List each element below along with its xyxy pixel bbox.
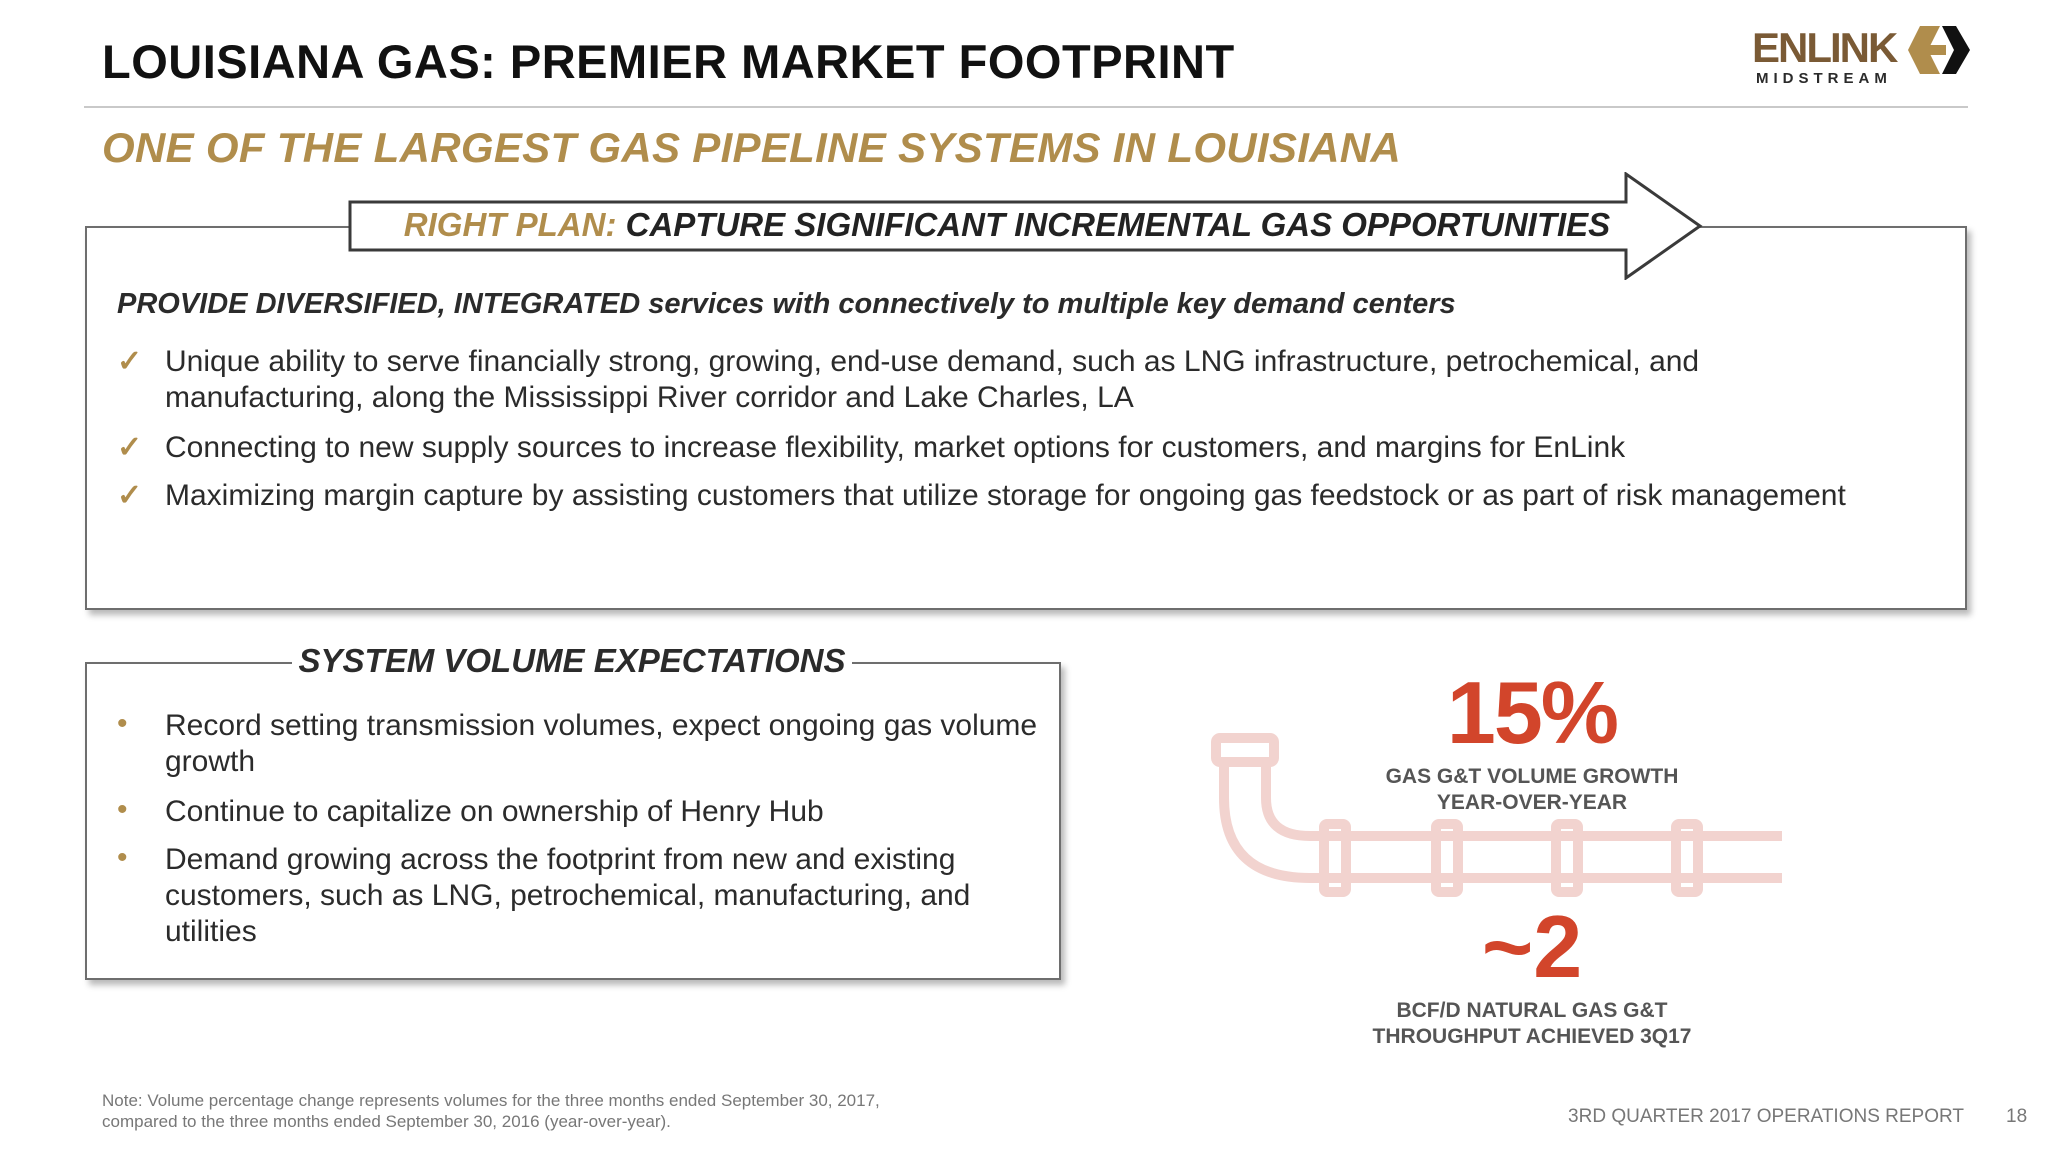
label-line: BCF/D NATURAL GAS G&T xyxy=(1396,999,1668,1022)
plan-item-text: Connecting to new supply sources to increase flexibility, market options for customers, and margins for EnLink xyxy=(165,431,1626,464)
bullet-icon: • xyxy=(117,707,128,740)
report-name: 3RD QUARTER 2017 OPERATIONS REPORT xyxy=(1568,1106,1964,1127)
logo-arrow-icon xyxy=(1894,20,1974,80)
volume-item-text: Continue to capitalize on ownership of Henry Hub xyxy=(165,795,824,828)
volume-item-text: Demand growing across the footprint from new and existing customers, such as LNG, petrochemical, manufacturing, and utilities xyxy=(165,843,971,948)
label-line: YEAR-OVER-YEAR xyxy=(1436,791,1628,814)
logo-subtitle: MIDSTREAM xyxy=(1756,70,1892,87)
plan-heading: PROVIDE DIVERSIFIED, INTEGRATED services with connectively to multiple key demand centers xyxy=(117,288,1456,320)
volume-list-item xyxy=(117,794,1037,832)
plan-item-text: Maximizing margin capture by assisting customers that utilize storage for ongoing gas feedstock or as part of risk management xyxy=(165,479,1846,512)
bullet-icon: • xyxy=(117,793,128,826)
footnote-line: compared to the three months ended September 30, 2016 (year-over-year). xyxy=(102,1112,671,1131)
company-logo xyxy=(1752,20,1972,90)
footnote-line: Note: Volume percentage change represents volumes for the three months ended September 30, 2017, xyxy=(102,1091,880,1110)
volume-list-item xyxy=(117,842,1037,954)
slide-subtitle: ONE OF THE LARGEST GAS PIPELINE SYSTEMS IN LOUISIANA xyxy=(102,124,1402,171)
throughput-stat: ~2 xyxy=(1481,897,1583,996)
plan-list-item xyxy=(117,478,1857,552)
page-number: 18 xyxy=(2006,1106,2028,1127)
plan-list-item xyxy=(117,344,1857,418)
plan-list-item xyxy=(117,430,1857,468)
title-divider xyxy=(84,106,1968,108)
footnote xyxy=(102,1090,1102,1132)
volume-list-item xyxy=(117,708,1037,782)
volume-growth-label xyxy=(1352,764,1712,816)
banner-prefix: RIGHT PLAN: xyxy=(403,206,617,243)
bullet-icon: • xyxy=(117,841,128,874)
checkmark-icon: ✓ xyxy=(117,479,143,512)
label-line: GAS G&T VOLUME GROWTH xyxy=(1385,765,1679,788)
label-line: THROUGHPUT ACHIEVED 3Q17 xyxy=(1372,1025,1692,1048)
right-plan-banner xyxy=(352,206,1662,244)
throughput-label xyxy=(1332,998,1732,1050)
banner-text: CAPTURE SIGNIFICANT INCREMENTAL GAS OPPORTUNITIES xyxy=(625,206,1611,243)
logo-wordmark: ENLINK xyxy=(1752,24,1897,71)
right-plan-panel xyxy=(85,226,1967,610)
page-title: LOUISIANA GAS: PREMIER MARKET FOOTPRINT xyxy=(102,35,1235,88)
checkmark-icon: ✓ xyxy=(117,431,143,464)
checkmark-icon: ✓ xyxy=(117,345,143,378)
volume-item-text: Record setting transmission volumes, expect ongoing gas volume growth xyxy=(165,709,1038,778)
plan-item-text: Unique ability to serve financially strong, growing, end-use demand, such as LNG infrastructure, petrochemical, and manufacturing, along the Mississippi River corridor and Lake Charles, LA xyxy=(165,345,1700,414)
volume-growth-stat: 15% xyxy=(1446,663,1618,762)
volume-heading: SYSTEM VOLUME EXPECTATIONS xyxy=(298,642,846,679)
